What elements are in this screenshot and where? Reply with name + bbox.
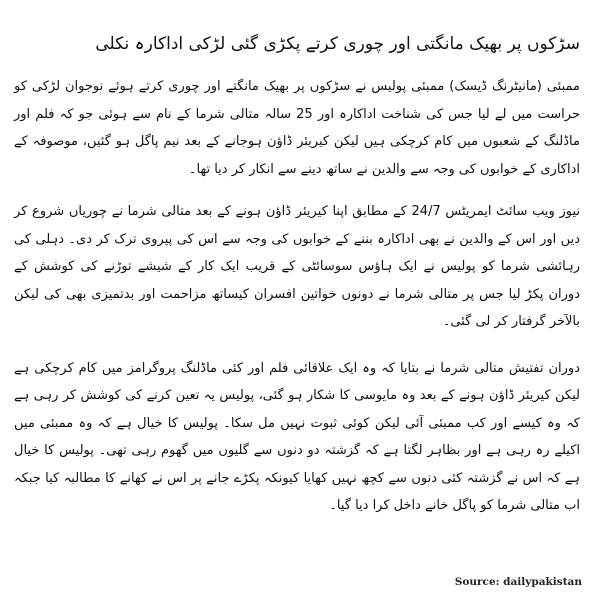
source-credit: Source: dailypakistan [454, 576, 582, 588]
article-paragraph-3: دوران تفتیش متالی شرما نے بتایا کہ وہ ایک علاقائی فلم اور کئی ماڈلنگ پروگرامز میں کام کرچکی ہے لیکن کیریئر ڈاؤن ہونے کے بعد وہ مایوسی کا شکار ہو گئی، پولیس یہ تعین کرنے کی کوشش کر رہی ہے کہ وہ کیسے اور کب ممبئی آئی لیکن کوئی ثبوت نہیں مل سکا۔ پولیس کا خیال ہے کہ وہ ممبئی میں اکیلے رہ رہی ہے اور بظاہر لگتا ہے کہ گزشتہ دو دنوں سے گلیوں میں گھوم رہی تھی۔ پولیس کا خیال ہے کہ اس نے گزشتہ کئی دنوں سے کچھ نہیں کھایا کیونکہ پکڑے جانے پر اس نے کھانے کا مطالبہ کیا جبکہ اب متالی شرما کو پاگل خانے داخل کرا دیا گیا۔ [14, 360, 580, 513]
article-paragraph-1: ممبئی (مانیٹرنگ ڈیسک) ممبئی پولیس نے سڑکوں پر بھیک مانگتے اور چوری کرتے ہوئے نوجوان لڑکی کو حراست میں لے لیا جس کی شناخت اداکارہ اور 25 سالہ متالی شرما کے نام سے ہوئی جو کہ فلم اور ماڈلنگ کے شعبوں میں کام کرچکی ہیں لیکن کیریئر ڈاؤن ہوجانے کے بعد نیم پاگل ہو گئیں، موصوفہ کے اداکاری کے خوابوں کی وجہ سے والدین نے ساتھ دینے سے انکار کر دیا تھا۔ [14, 79, 580, 177]
article-title: سڑکوں پر بھیک مانگتی اور چوری کرتے پکڑی گئی لڑکی اداکارہ نکلی [95, 34, 580, 54]
article-paragraph-2: نیوز ویب سائٹ ایمریٹس 24/7 کے مطابق اپنا کیریئر ڈاؤن ہونے کے بعد متالی شرما نے چوریاں شروع کر دیں اور اس کے والدین نے بھی اداکارہ بننے کے خوابوں کی وجہ سے اس کی پیروی ترک کر دی۔ دہلی کی رہائشی شرما کو پولیس نے ایک ہاؤس سوسائٹی کے قریب ایک کار کے شیشے توڑنے کی کوشش کے دوران پکڑ لیا جس پر متالی شرما نے دونوں خواتین افسران کیساتھ مزاحمت اور بدتمیزی بھی کی لیکن بالآخر گرفتار کر لی گئی۔ [14, 204, 580, 329]
